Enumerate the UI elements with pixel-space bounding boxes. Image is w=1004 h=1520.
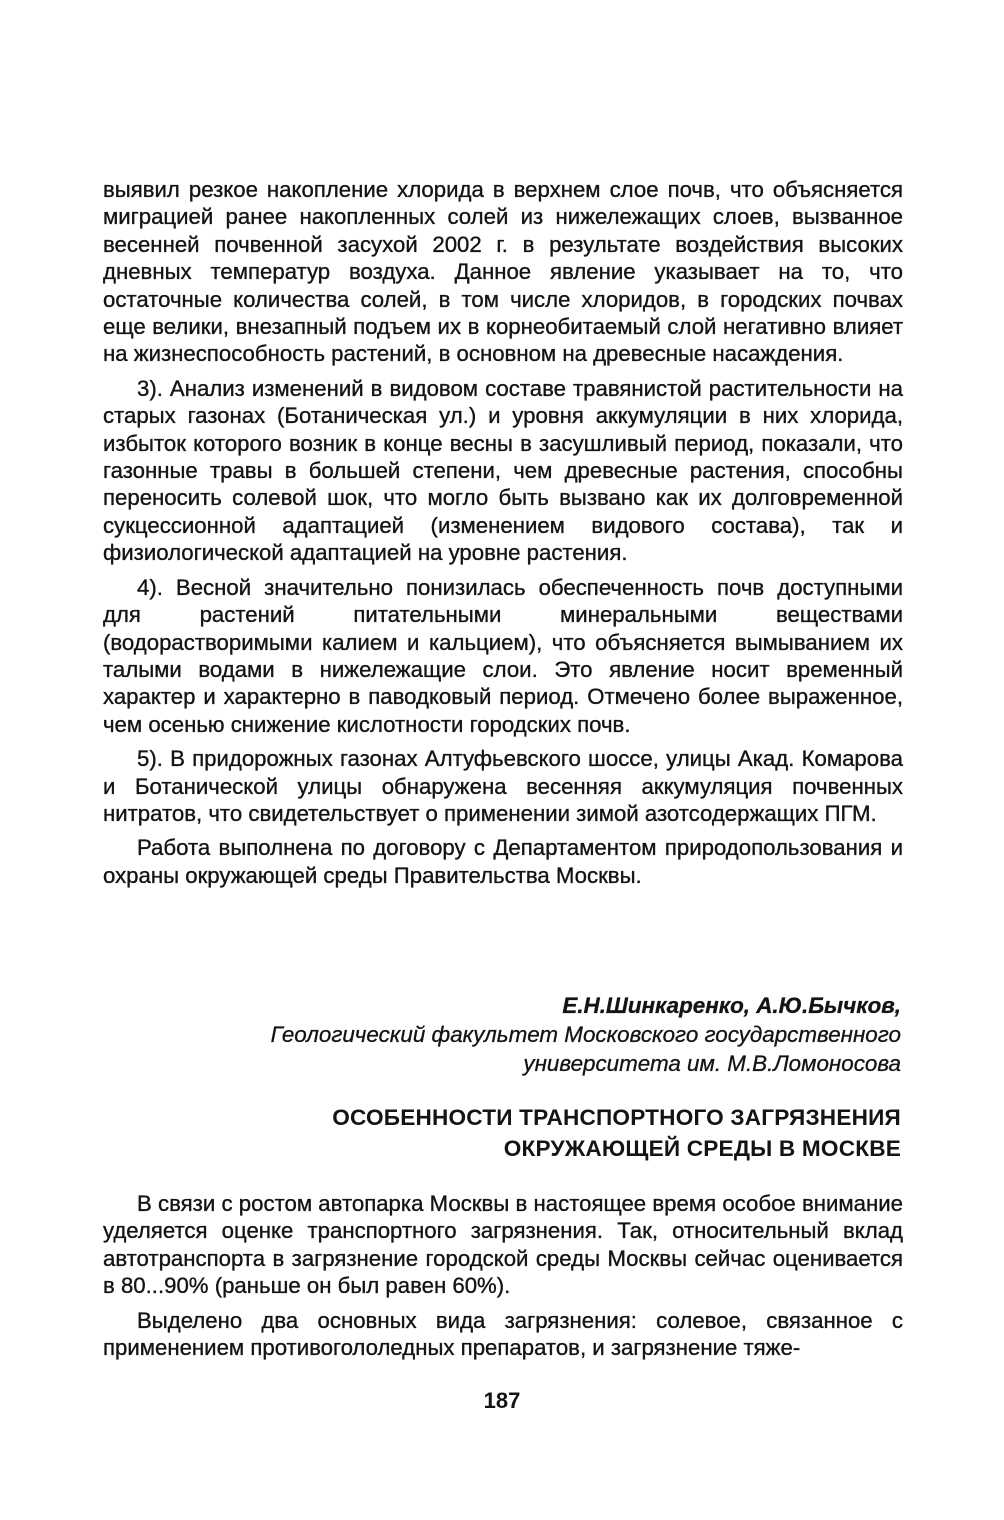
paragraph-item-3: 3). Анализ изменений в видовом составе травянистой растительности на старых газонах (Ботаническая ул.) и уровня аккумуляции в них хлорида, избыток которого возник в конце весны в засушливый период, показали, что газонные травы в большей степени, чем древесные растения, способны переносить солевой шок, что могло быть вызвано как их долговременной сукцессионной адаптацией (изменением видового состава), так и физиологической адаптацией на уровне растения. [103,375,903,566]
paragraph-item-5: 5). В придорожных газонах Алтуфьевского шоссе, улицы Акад. Комарова и Ботанической улицы обнаружена весенняя аккумуляция почвенных нитратов, что свидетельствует о применении зимой азотсодержащих ПГМ. [103,746,903,826]
paragraph-continuation: выявил резкое накопление хлорида в верхнем слое почв, что объясняется миграцией ранее накопленных солей из нижележащих слоев, вызванное весенней почвенной засухой 2002 г. в результате воздействия высоких дневных температур воздуха. Данное явление указывает на то, что остаточные количества солей, в том числе хлоридов, в городских почвах еще велики, внезапный подъем их в корнеобитаемый слой негативно влияет на жизнеспособность растений, в основном на древесные насаждения. [103,177,903,367]
paragraph-pollution-types: Выделено два основных вида загрязнения: солевое, связанное с применением противогололедных препаратов, и загрязнение тяже- [103,1307,903,1361]
author-affiliation-line-1: Геологический факультет Московского государственного [270,1022,901,1047]
body-text-top [103,176,903,889]
paragraph-item-4: 4). Весной значительно понизилась обеспеченность почв доступными для растений питательными минеральными веществами (водорастворимыми калием и кальцием), что объясняется вымыванием их талыми водами в нижележащие слои. Это явление носит временный характер и характерно в паводковый период. Отмечено более выраженное, чем осенью снижение кислотности городских почв. [103,574,903,737]
page-number: 187 [483,1388,521,1413]
author-block [180,991,901,1078]
article-title-line-2: ОКРУЖАЮЩЕЙ СРЕДЫ В МОСКВЕ [503,1136,901,1161]
article-title-line-1: ОСОБЕННОСТИ ТРАНСПОРТНОГО ЗАГРЯЗНЕНИЯ [332,1105,901,1130]
author-affiliation-line-2: университета им. М.В.Ломоносова [523,1051,901,1076]
author-names: Е.Н.Шинкаренко, А.Ю.Бычков, [562,993,901,1018]
body-text-bottom [103,1190,903,1361]
article-title [180,1102,901,1164]
paragraph-intro: В связи с ростом автопарка Москвы в настоящее время особое внимание уделяется оценке транспортного загрязнения. Так, относительный вклад автотранспорта в загрязнение городской среды Москвы сейчас оценивается в 80...90% (раньше он был равен 60%). [103,1191,903,1299]
paragraph-acknowledgement: Работа выполнена по договору с Департаментом природопользования и охраны окружающей среды Правительства Москвы. [103,835,903,888]
